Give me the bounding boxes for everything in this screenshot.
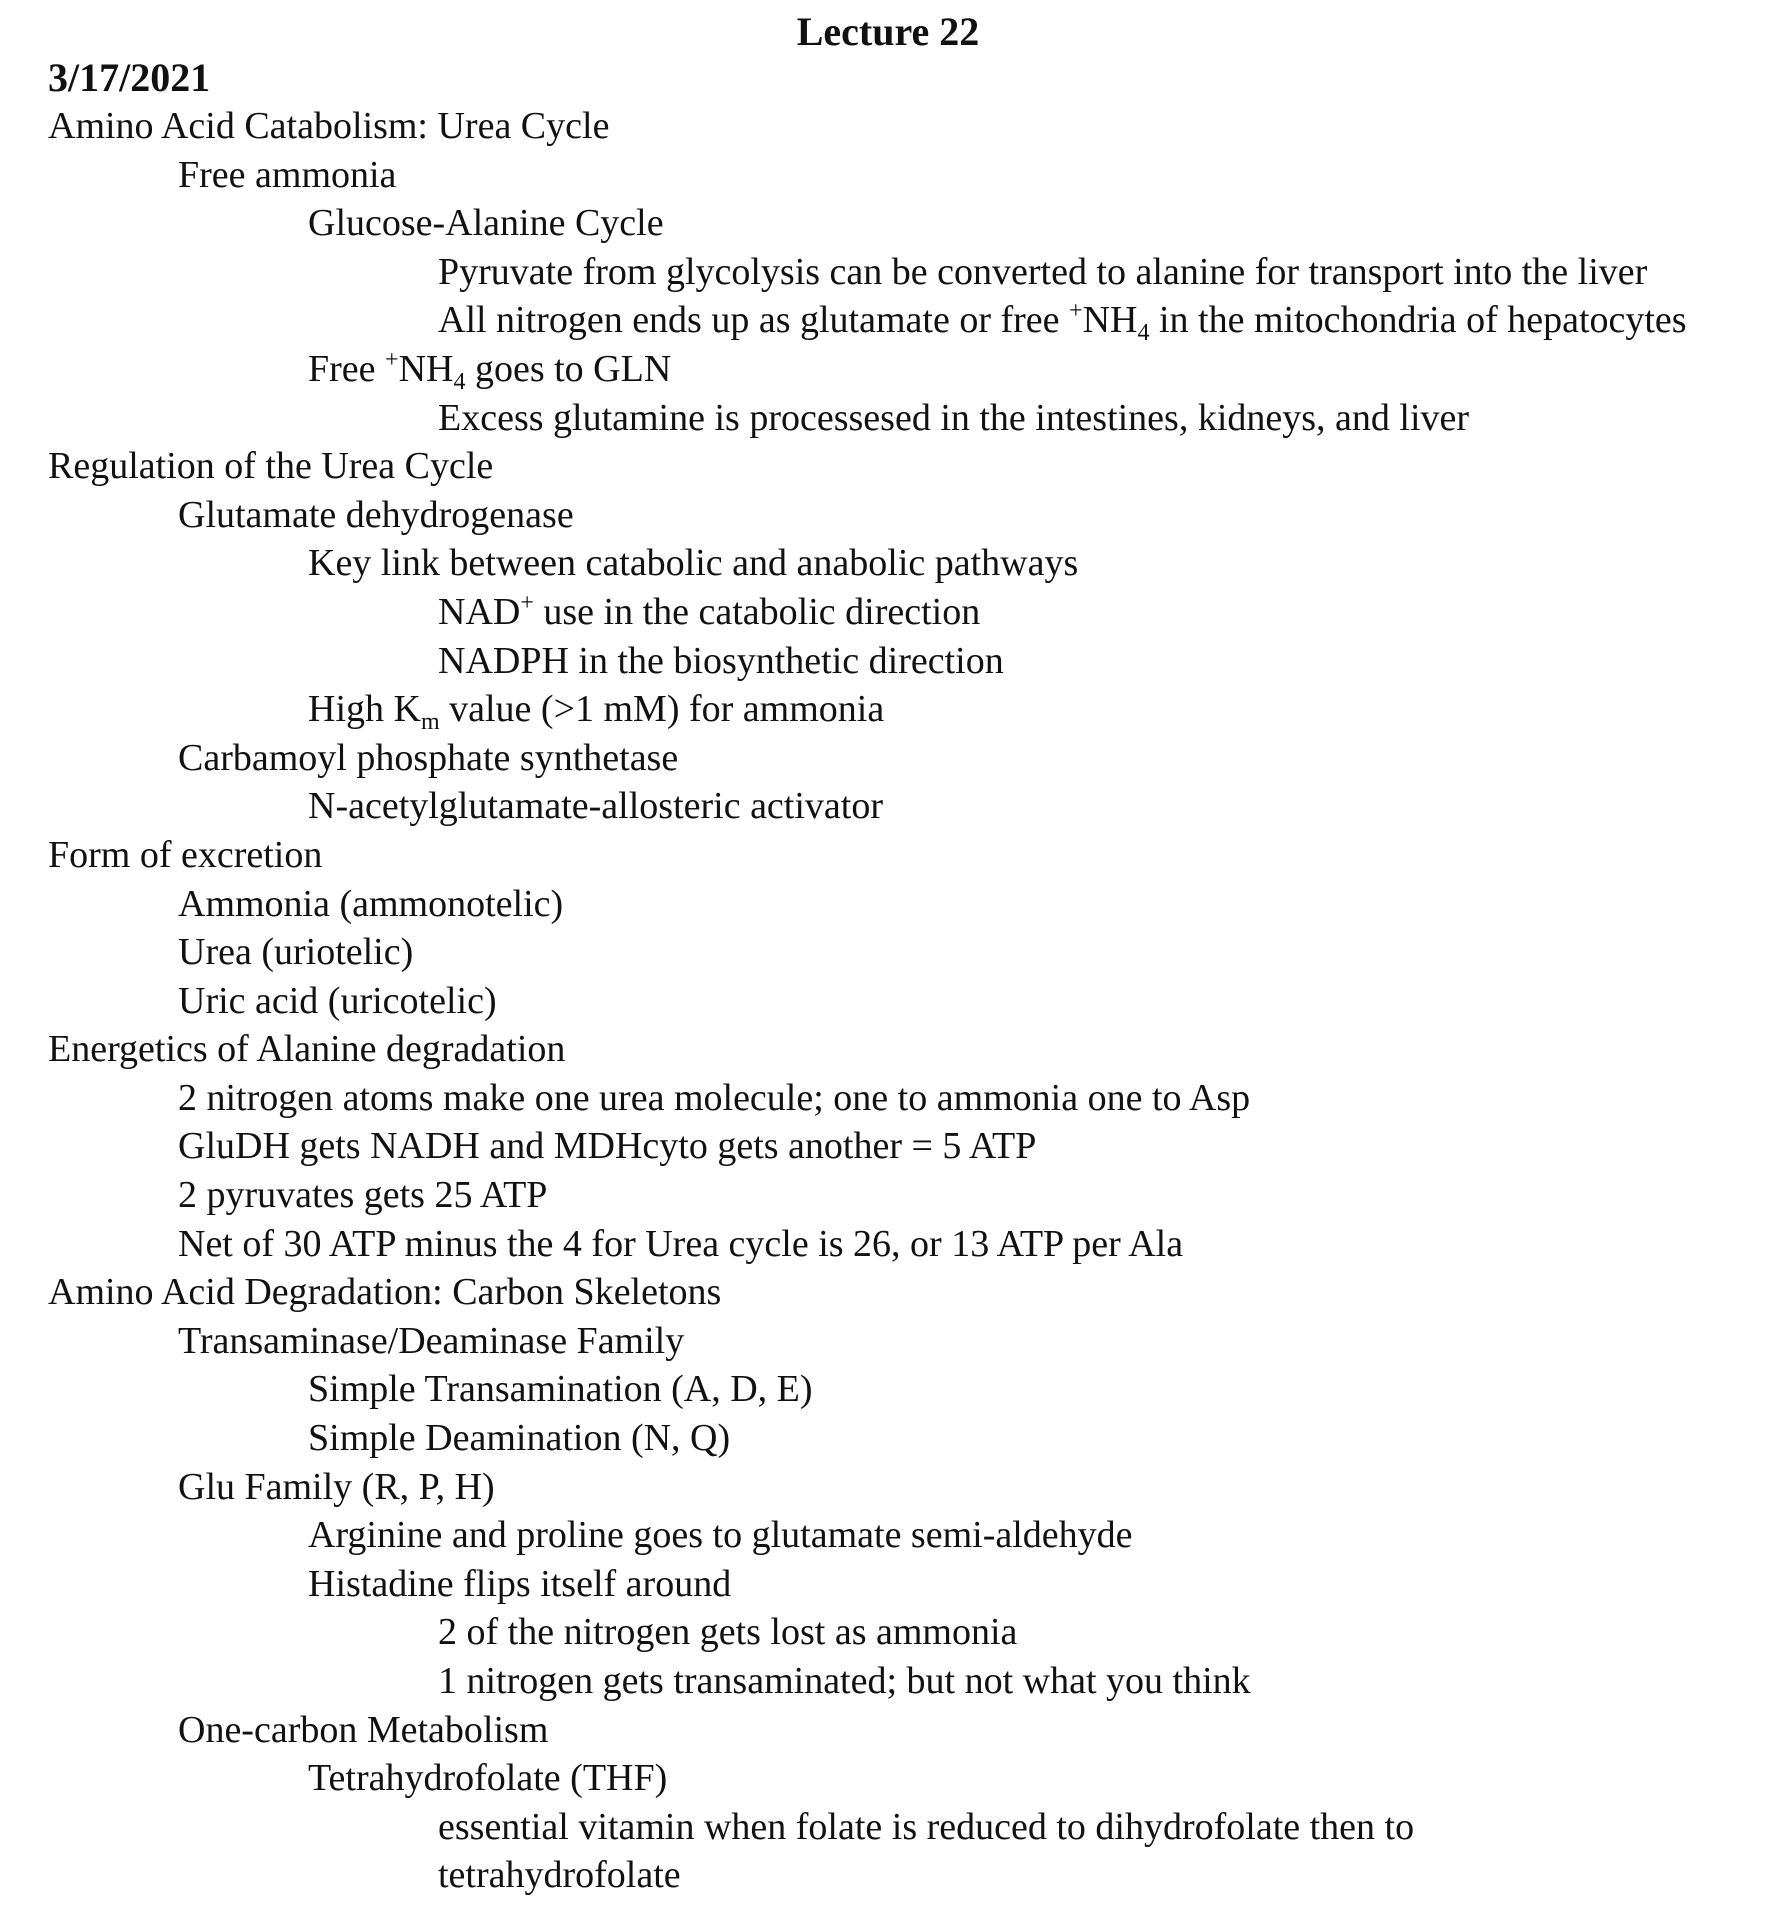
section-heading: Regulation of the Urea Cycle [48, 445, 494, 488]
outline-item: Ammonia (ammonotelic) [178, 882, 564, 925]
text-run: NH [1082, 299, 1138, 342]
outline-item: Carbamoyl phosphate synthetase [178, 736, 679, 779]
text-run: in the mitochondria of hepatocytes [1149, 299, 1687, 342]
outline-item: 2 pyruvates gets 25 ATP [178, 1174, 548, 1217]
outline-item [0, 588, 1776, 637]
outline-item: Simple Transamination (A, D, E) [308, 1368, 813, 1411]
outline-item: Transaminase/Deaminase Family [178, 1319, 685, 1362]
outline-item: 2 of the nitrogen gets lost as ammonia [438, 1611, 1018, 1654]
section-heading: Amino Acid Catabolism: Urea Cycle [48, 105, 610, 147]
text-run: NH [398, 347, 454, 390]
text-run: NAD [438, 590, 521, 633]
outline-item: Glutamate dehydrogenase [178, 493, 574, 536]
notes-outline [0, 102, 1776, 1900]
outline-item: Pyruvate from glycolysis can be converted to alanine for transport into the liver [438, 250, 1648, 293]
outline-item: Free ammonia [178, 153, 397, 196]
outline-item [0, 296, 1776, 345]
outline-item: Key link between catabolic and anabolic pathways [308, 542, 1079, 585]
text-run: value (>1 mM) for ammonia [439, 688, 885, 731]
outline-item: Excess glutamine is processesed in the intestines, kidneys, and liver [438, 396, 1470, 439]
subscript: m [420, 709, 440, 736]
outline-item: N-acetylglutamate-allosteric activator [308, 785, 883, 828]
outline-item: One-carbon Metabolism [178, 1708, 549, 1751]
section-heading: Amino Acid Degradation: Carbon Skeletons [48, 1271, 722, 1314]
outline-item: Tetrahydrofolate (THF) [308, 1757, 668, 1800]
text-run: High K [308, 688, 421, 731]
lecture-date: 3/17/2021 [48, 55, 211, 100]
subscript: 4 [453, 368, 466, 395]
outline-item: Net of 30 ATP minus the 4 for Urea cycle is 26, or 13 ATP per Ala [178, 1222, 1184, 1265]
subscript: 4 [1137, 320, 1150, 347]
outline-item: Glu Family (R, P, H) [178, 1465, 495, 1508]
outline-item: GluDH gets NADH and MDHcyto gets another = 5 ATP [178, 1125, 1037, 1168]
outline-item: essential vitamin when folate is reduced to dihydrofolate then to [438, 1805, 1415, 1848]
outline-item: NADPH in the biosynthetic direction [438, 639, 1004, 682]
outline-item: Urea (uriotelic) [178, 931, 414, 974]
section-heading: Energetics of Alanine degradation [48, 1028, 566, 1071]
outline-item: 1 nitrogen gets transaminated; but not what you think [438, 1660, 1251, 1702]
superscript: + [385, 346, 399, 373]
outline-item: tetrahydrofolate [438, 1854, 681, 1897]
page-title: Lecture 22 [796, 9, 980, 54]
outline-item [0, 685, 1776, 734]
outline-item: Uric acid (uricotelic) [178, 979, 497, 1022]
outline-item: Glucose-Alanine Cycle [308, 202, 664, 245]
text-run: use in the catabolic direction [533, 590, 981, 633]
text-run: Free [308, 347, 386, 390]
text-run: goes to GLN [465, 347, 672, 390]
text-run: All nitrogen ends up as glutamate or free [438, 299, 1070, 342]
outline-item [0, 345, 1776, 394]
outline-item: Simple Deamination (N, Q) [308, 1417, 731, 1460]
superscript: + [520, 589, 534, 616]
section-heading: Form of excretion [48, 833, 323, 876]
outline-item: 2 nitrogen atoms make one urea molecule; one to ammonia one to Asp [178, 1076, 1251, 1119]
outline-item: Histadine flips itself around [308, 1562, 732, 1605]
superscript: + [1069, 298, 1083, 325]
outline-item: Arginine and proline goes to glutamate semi-aldehyde [308, 1514, 1133, 1557]
